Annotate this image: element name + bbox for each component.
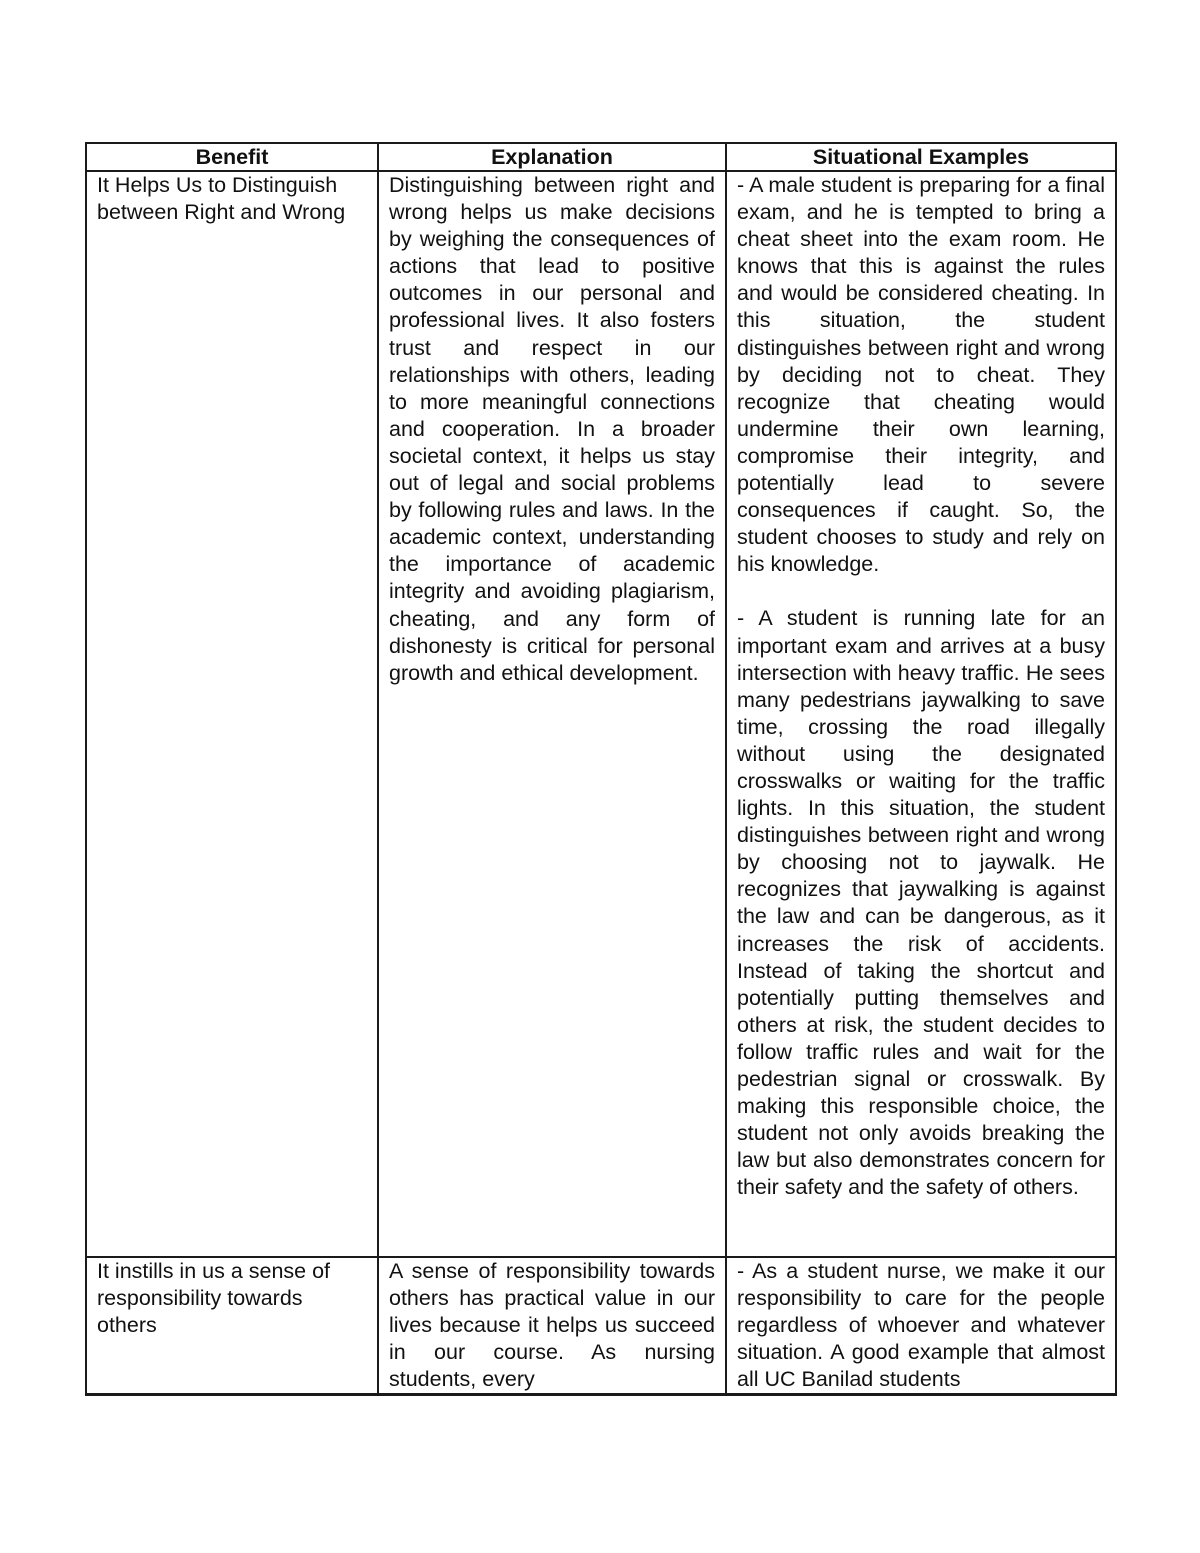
explanation-cell: A sense of responsibility towards others has practical value in our lives because it helps us succeed in our course. As nursing students, every <box>378 1257 726 1395</box>
example-paragraph: - As a student nurse, we make it our responsibility to care for the people regardless of whoever and whatever situation. A good example that almost all UC Banilad students <box>737 1259 1105 1392</box>
header-explanation: Explanation <box>378 143 726 171</box>
example-paragraph: - A student is running late for an important exam and arrives at a busy intersection with heavy traffic. He sees many pedestrians jaywalking to save time, crossing the road illegally without using the designated crosswalks or waiting for the traffic lights. In this situation, the student distinguishes between right and wrong by choosing not to jaywalk. He recognizes that jaywalking is against the law and can be dangerous, as it increases the risk of accidents. Instead of taking the shortcut and potentially putting themselves and others at risk, the student decides to follow traffic rules and wait for the pedestrian signal or crosswalk. By making this responsible choice, the student not only avoids breaking the law but also demonstrates concern for their safety and the safety of others. <box>737 606 1105 1200</box>
benefits-table <box>85 142 1117 1396</box>
examples-cell <box>726 1257 1116 1395</box>
table-header-row <box>86 143 1116 171</box>
table-row <box>86 1257 1116 1395</box>
example-paragraph: - A male student is preparing for a final exam, and he is tempted to bring a cheat sheet into the exam room. He knows that this is against the rules and would be considered cheating. In this situation, the student distinguishes between right and wrong by deciding not to cheat. They recognize that cheating would undermine their own learning, compromise their integrity, and potentially lead to severe consequences if caught. So, the student chooses to study and rely on his knowledge. <box>737 173 1105 577</box>
examples-cell <box>726 171 1116 1257</box>
header-situational-examples: Situational Examples <box>726 143 1116 171</box>
benefit-cell: It Helps Us to Distinguish between Right and Wrong <box>86 171 378 1257</box>
header-benefit: Benefit <box>86 143 378 171</box>
explanation-cell: Distinguishing between right and wrong helps us make decisions by weighing the consequences of actions that lead to positive outcomes in our personal and professional lives. It also fosters trust and respect in our relationships with others, leading to more meaningful connections and cooperation. In a broader societal context, it helps us stay out of legal and social problems by following rules and laws. In the academic context, understanding the importance of academic integrity and avoiding plagiarism, cheating, and any form of dishonesty is critical for personal growth and ethical development. <box>378 171 726 1257</box>
table-row <box>86 171 1116 1257</box>
benefit-cell: It instills in us a sense of responsibility towards others <box>86 1257 378 1395</box>
